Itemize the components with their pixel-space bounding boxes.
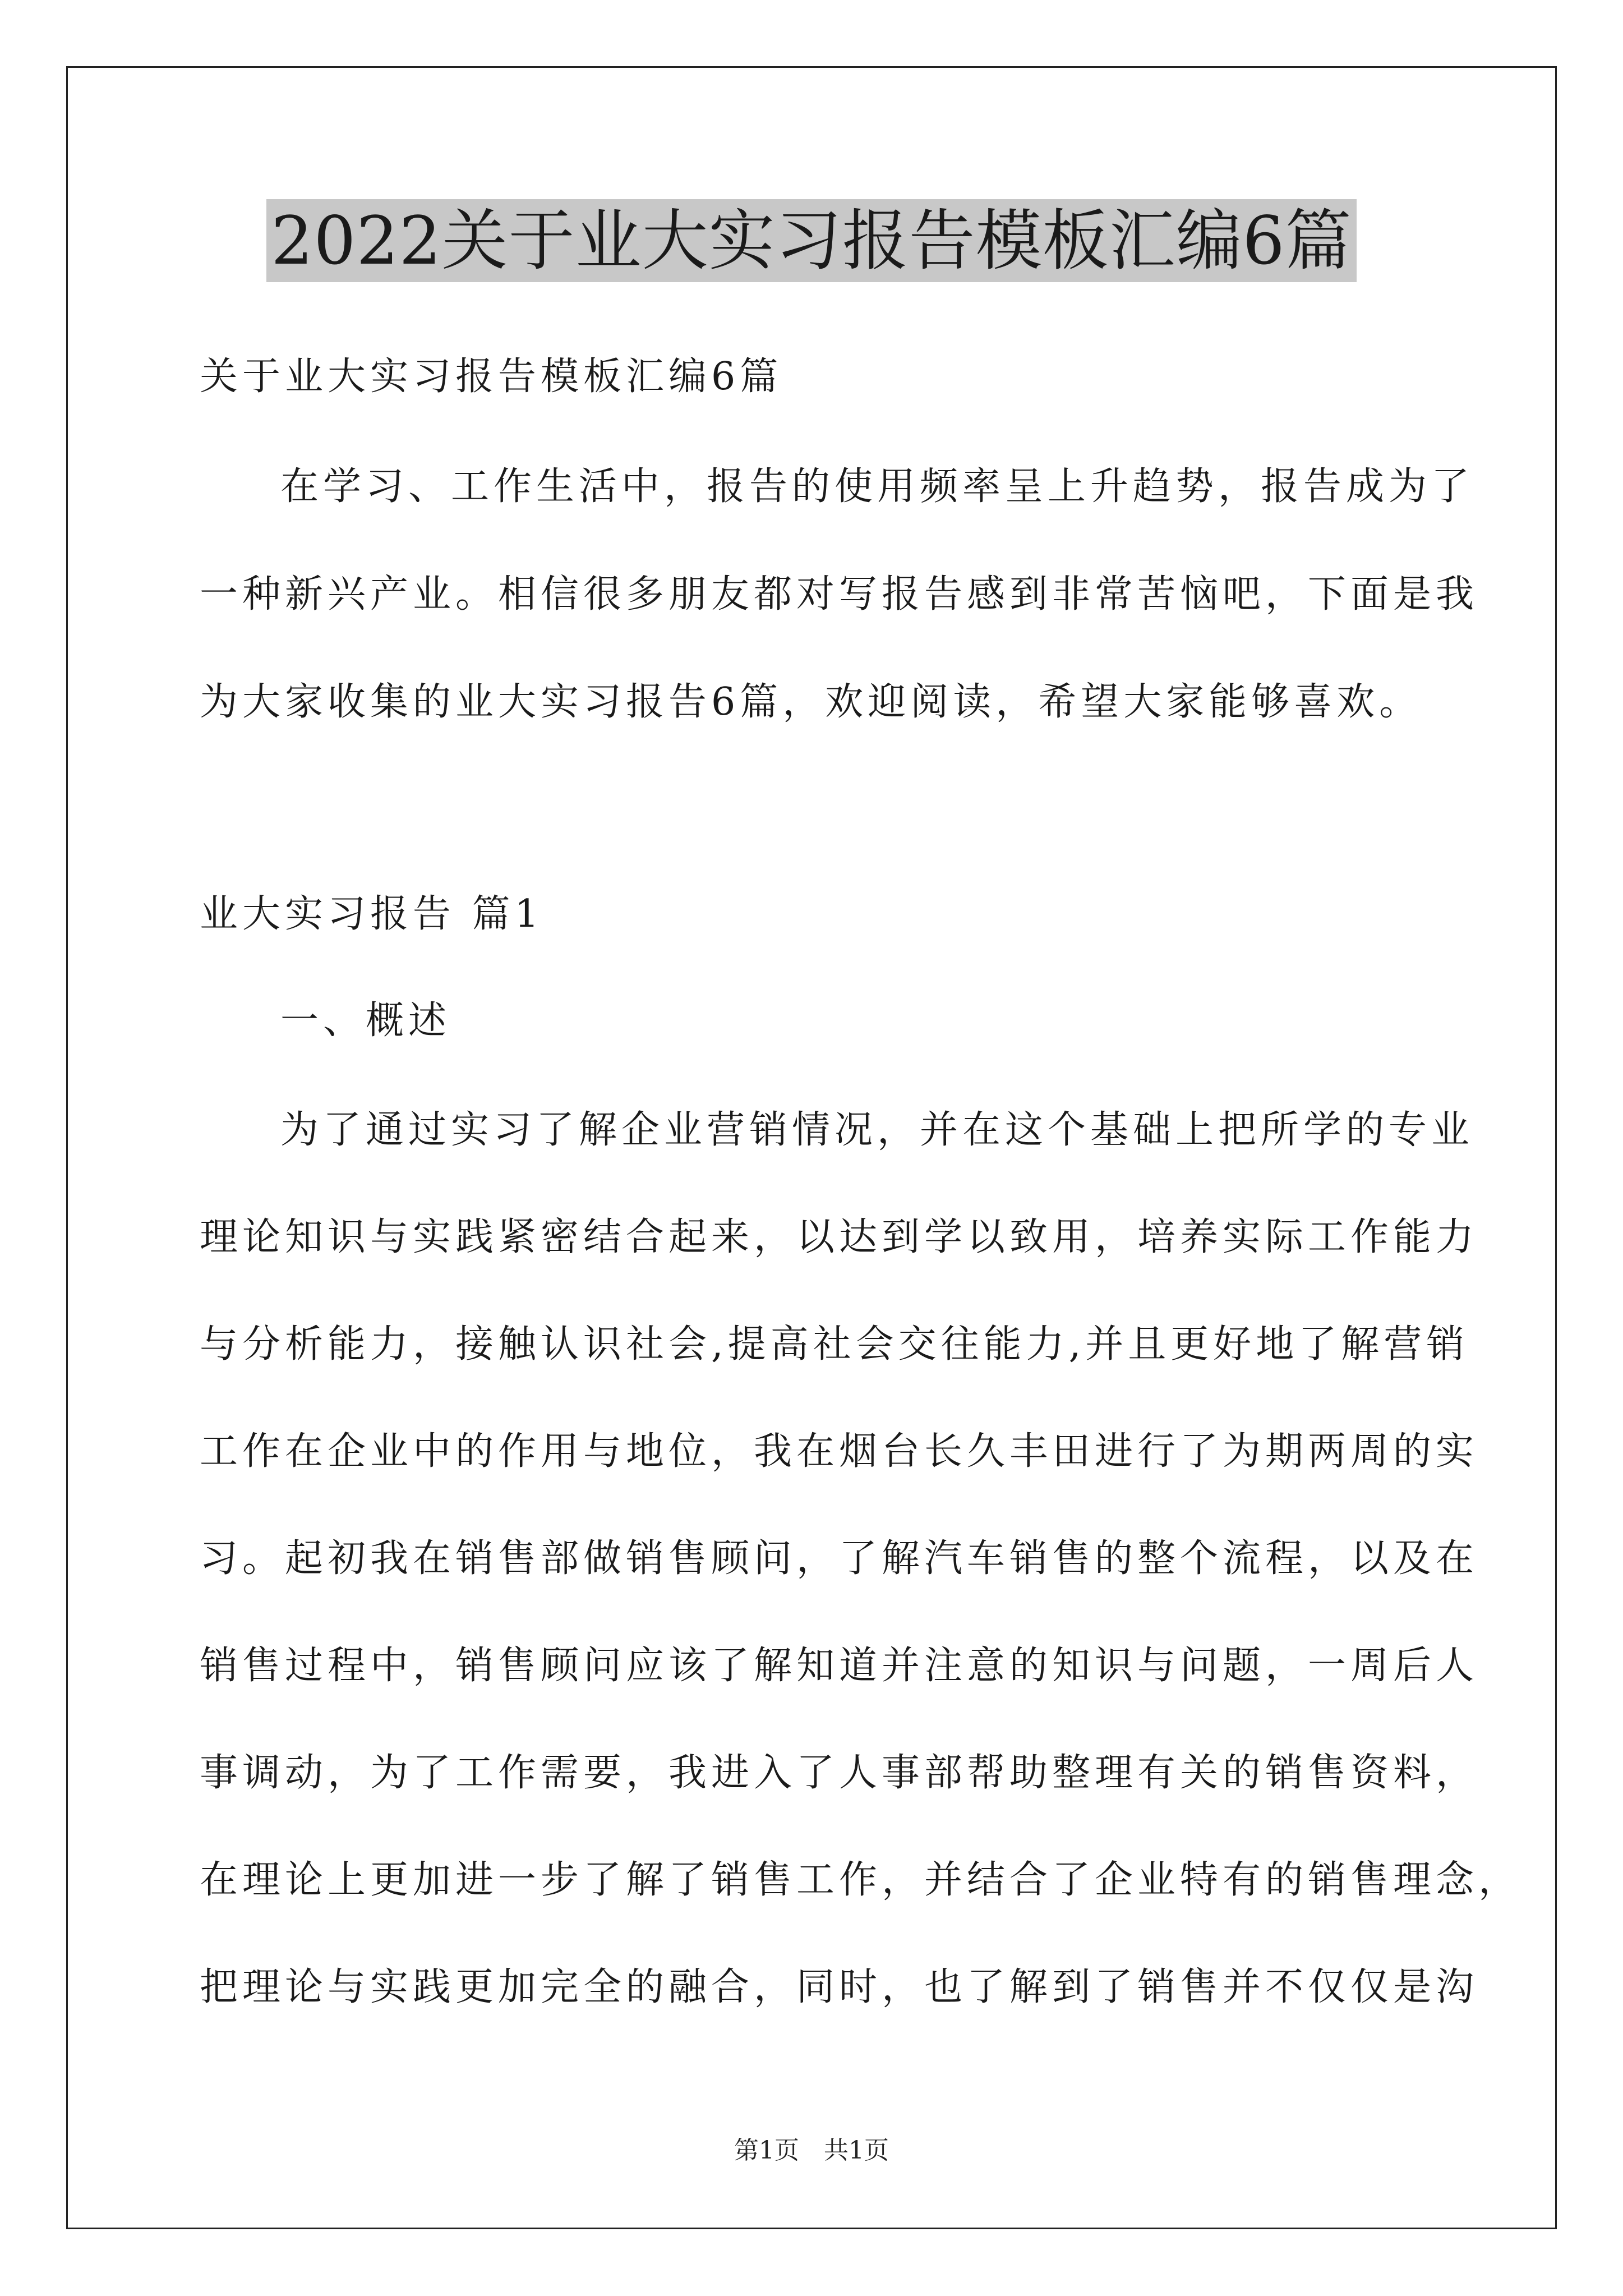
section-heading: 业大实习报告 篇1 [200, 892, 543, 936]
body-line: 工作在企业中的作用与地位，我在烟台长久丰田进行了为期两周的实 [200, 1429, 1479, 1474]
body-line: 把理论与实践更加完全的融合，同时，也了解到了销售并不仅仅是沟 [200, 1965, 1479, 2009]
body-line: 销售过程中，销售顾问应该了解知道并注意的知识与问题，一周后人 [200, 1644, 1479, 1688]
body-line: 与分析能力，接触认识社会,提高社会交往能力,并且更好地了解营销 [200, 1322, 1469, 1366]
body-line: 在理论上更加进一步了解了销售工作，并结合了企业特有的销售理念， [200, 1858, 1521, 1902]
body-line: 理论知识与实践紧密结合起来，以达到学以致用，培养实际工作能力 [200, 1215, 1479, 1259]
intro-line: 为大家收集的业大实习报告6篇，欢迎阅读，希望大家能够喜欢。 [200, 680, 1422, 724]
title-block [0, 199, 1623, 282]
body-line: 习。起初我在销售部做销售顾问，了解汽车销售的整个流程，以及在 [200, 1536, 1479, 1581]
page-title: 2022关于业大实习报告模板汇编6篇 [266, 199, 1356, 282]
subtitle: 关于业大实习报告模板汇编6篇 [200, 355, 783, 399]
subheading: 一、概述 [280, 999, 451, 1043]
intro-line: 一种新兴产业。相信很多朋友都对写报告感到非常苦恼吧，下面是我 [200, 572, 1479, 616]
page-footer: 第1页 共1页 [734, 2136, 889, 2165]
body-line: 事调动，为了工作需要，我进入了人事部帮助整理有关的销售资料， [200, 1751, 1479, 1795]
body-line: 为了通过实习了解企业营销情况，并在这个基础上把所学的专业 [280, 1108, 1474, 1152]
intro-line: 在学习、工作生活中，报告的使用频率呈上升趋势，报告成为了 [280, 464, 1474, 509]
